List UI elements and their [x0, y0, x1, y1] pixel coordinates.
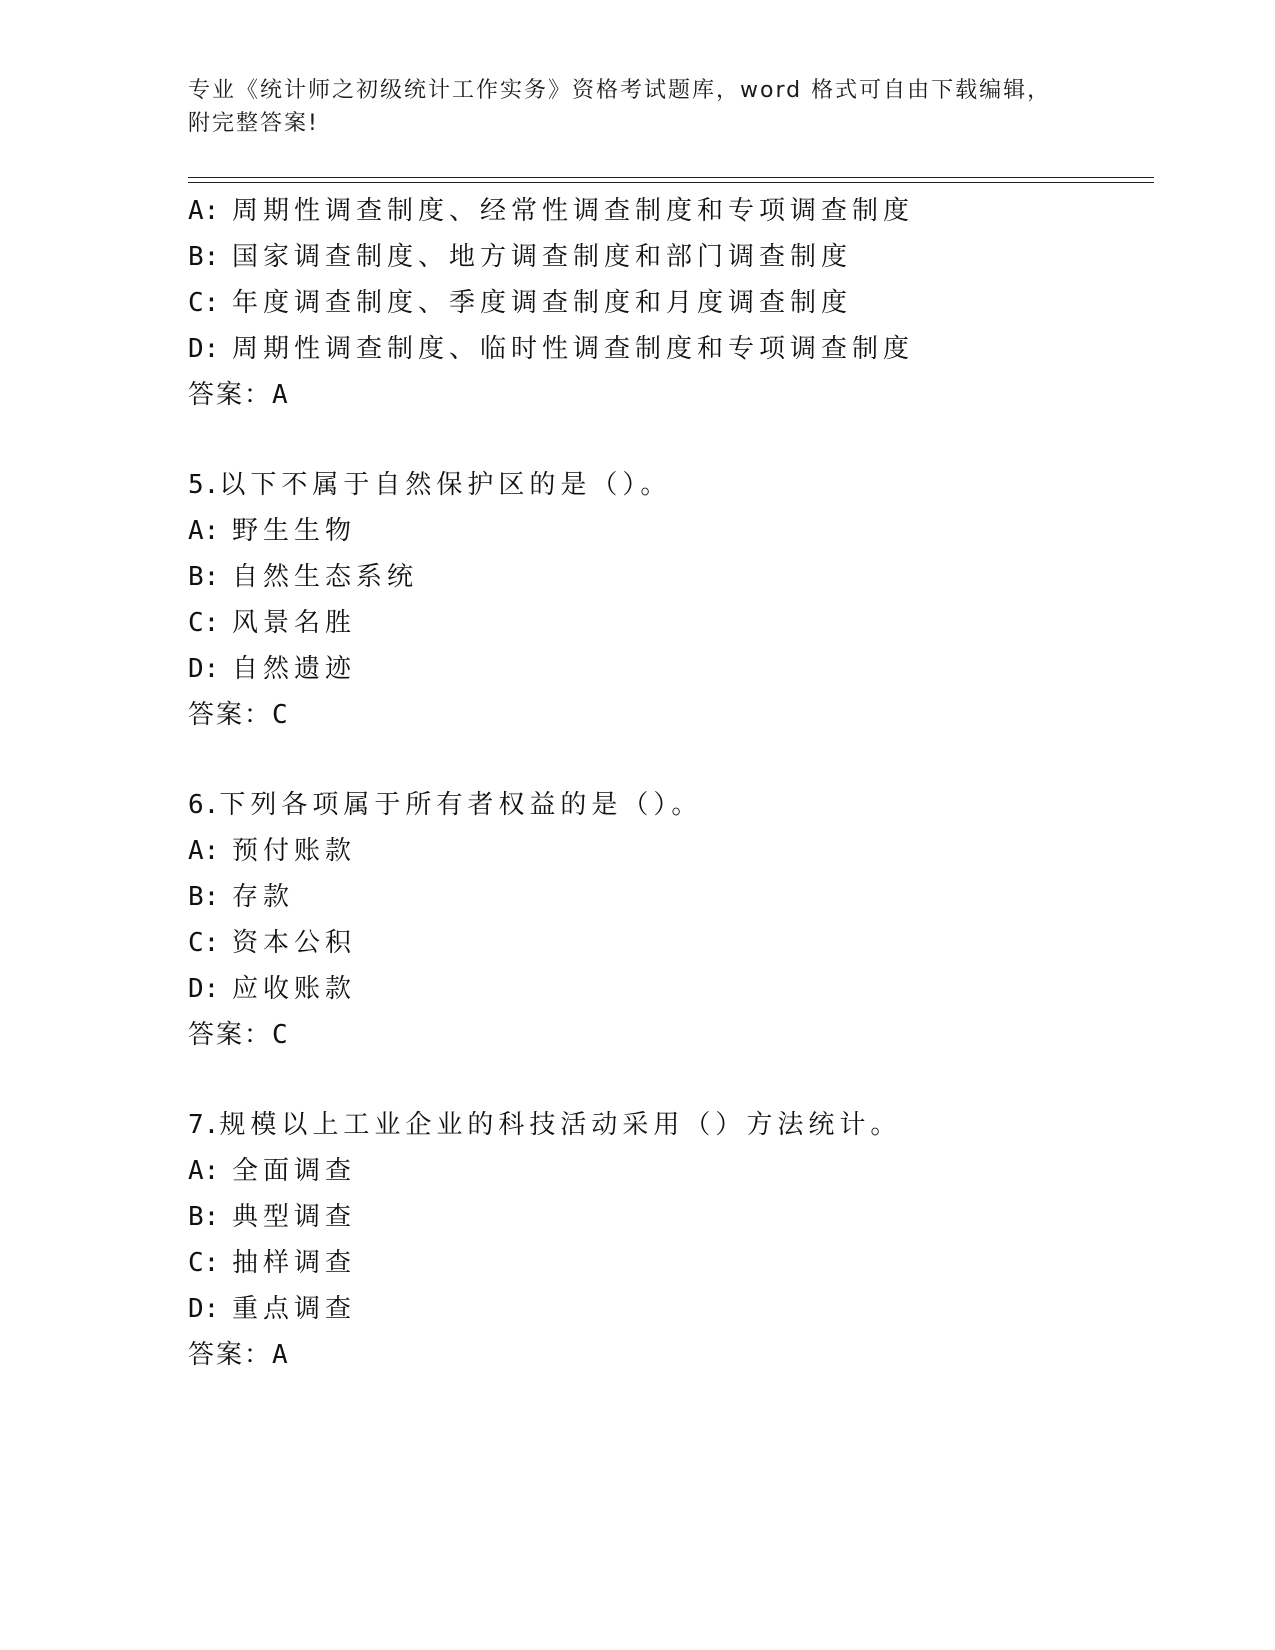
option-letter: C:	[188, 288, 220, 318]
option-b	[188, 554, 1168, 600]
option-letter: B:	[188, 562, 220, 592]
option-a	[188, 828, 1168, 874]
answer-label: 答案：	[188, 1020, 273, 1050]
option-text: 资本公积	[232, 928, 357, 958]
option-letter: A:	[188, 196, 220, 226]
option-text: 自然生态系统	[232, 562, 419, 592]
option-text: 存款	[232, 882, 295, 912]
option-letter: A:	[188, 1156, 220, 1186]
answer-label: 答案：	[188, 380, 273, 410]
option-text: 周期性调查制度、经常性调查制度和专项调查制度	[232, 196, 915, 226]
question-number: 5.	[188, 470, 220, 500]
option-b	[188, 234, 1168, 280]
option-letter: B:	[188, 1202, 220, 1232]
option-text: 典型调查	[232, 1202, 357, 1232]
header-divider-bottom	[188, 182, 1154, 183]
option-text: 野生生物	[232, 516, 357, 546]
option-a	[188, 188, 1168, 234]
option-text: 国家调查制度、地方调查制度和部门调查制度	[232, 242, 853, 272]
option-letter: B:	[188, 882, 220, 912]
question-7	[188, 1102, 1168, 1378]
option-d	[188, 646, 1168, 692]
option-letter: C:	[188, 1248, 220, 1278]
option-b	[188, 874, 1168, 920]
question-list	[188, 188, 1168, 1378]
question-stem	[188, 1102, 1168, 1148]
answer-label: 答案：	[188, 1340, 273, 1370]
option-b	[188, 1194, 1168, 1240]
option-text: 风景名胜	[232, 608, 357, 638]
option-letter: D:	[188, 334, 220, 364]
answer-line	[188, 372, 1168, 418]
option-d	[188, 1286, 1168, 1332]
question-6	[188, 782, 1168, 1058]
option-text: 应收账款	[232, 974, 357, 1004]
header-line-1: 专业《统计师之初级统计工作实务》资格考试题库，word 格式可自由下载编辑，	[188, 78, 1052, 103]
question-text: 下列各项属于所有者权益的是（）。	[219, 790, 703, 820]
option-a	[188, 508, 1168, 554]
option-d	[188, 966, 1168, 1012]
question-text: 以下不属于自然保护区的是（）。	[219, 470, 672, 500]
header-line-2: 附完整答案!	[188, 111, 319, 136]
option-text: 重点调查	[232, 1294, 357, 1324]
answer-value: C	[272, 1020, 288, 1050]
answer-line	[188, 1332, 1168, 1378]
question-stem	[188, 782, 1168, 828]
option-text: 全面调查	[232, 1156, 357, 1186]
question-text: 规模以上工业企业的科技活动采用（）方法统计。	[219, 1110, 902, 1140]
option-letter: D:	[188, 1294, 220, 1324]
option-a	[188, 1148, 1168, 1194]
option-letter: C:	[188, 928, 220, 958]
option-letter: A:	[188, 516, 220, 546]
answer-value: A	[272, 1340, 288, 1370]
option-c	[188, 600, 1168, 646]
option-letter: D:	[188, 974, 220, 1004]
question-stem	[188, 462, 1168, 508]
option-c	[188, 280, 1168, 326]
question-5	[188, 462, 1168, 738]
option-letter: B:	[188, 242, 220, 272]
option-c	[188, 1240, 1168, 1286]
option-d	[188, 326, 1168, 372]
answer-label: 答案：	[188, 700, 273, 730]
option-letter: D:	[188, 654, 220, 684]
answer-value: A	[272, 380, 288, 410]
option-text: 预付账款	[232, 836, 357, 866]
option-text: 抽样调查	[232, 1248, 357, 1278]
question-number: 7.	[188, 1110, 220, 1140]
question-number: 6.	[188, 790, 220, 820]
document-header	[188, 74, 1168, 140]
header-divider-top	[188, 177, 1154, 178]
option-letter: A:	[188, 836, 220, 866]
question-partial	[188, 188, 1168, 418]
option-text: 周期性调查制度、临时性调查制度和专项调查制度	[232, 334, 915, 364]
answer-line	[188, 1012, 1168, 1058]
option-c	[188, 920, 1168, 966]
option-text: 年度调查制度、季度调查制度和月度调查制度	[232, 288, 853, 318]
option-text: 自然遗迹	[232, 654, 357, 684]
answer-value: C	[272, 700, 288, 730]
option-letter: C:	[188, 608, 220, 638]
answer-line	[188, 692, 1168, 738]
